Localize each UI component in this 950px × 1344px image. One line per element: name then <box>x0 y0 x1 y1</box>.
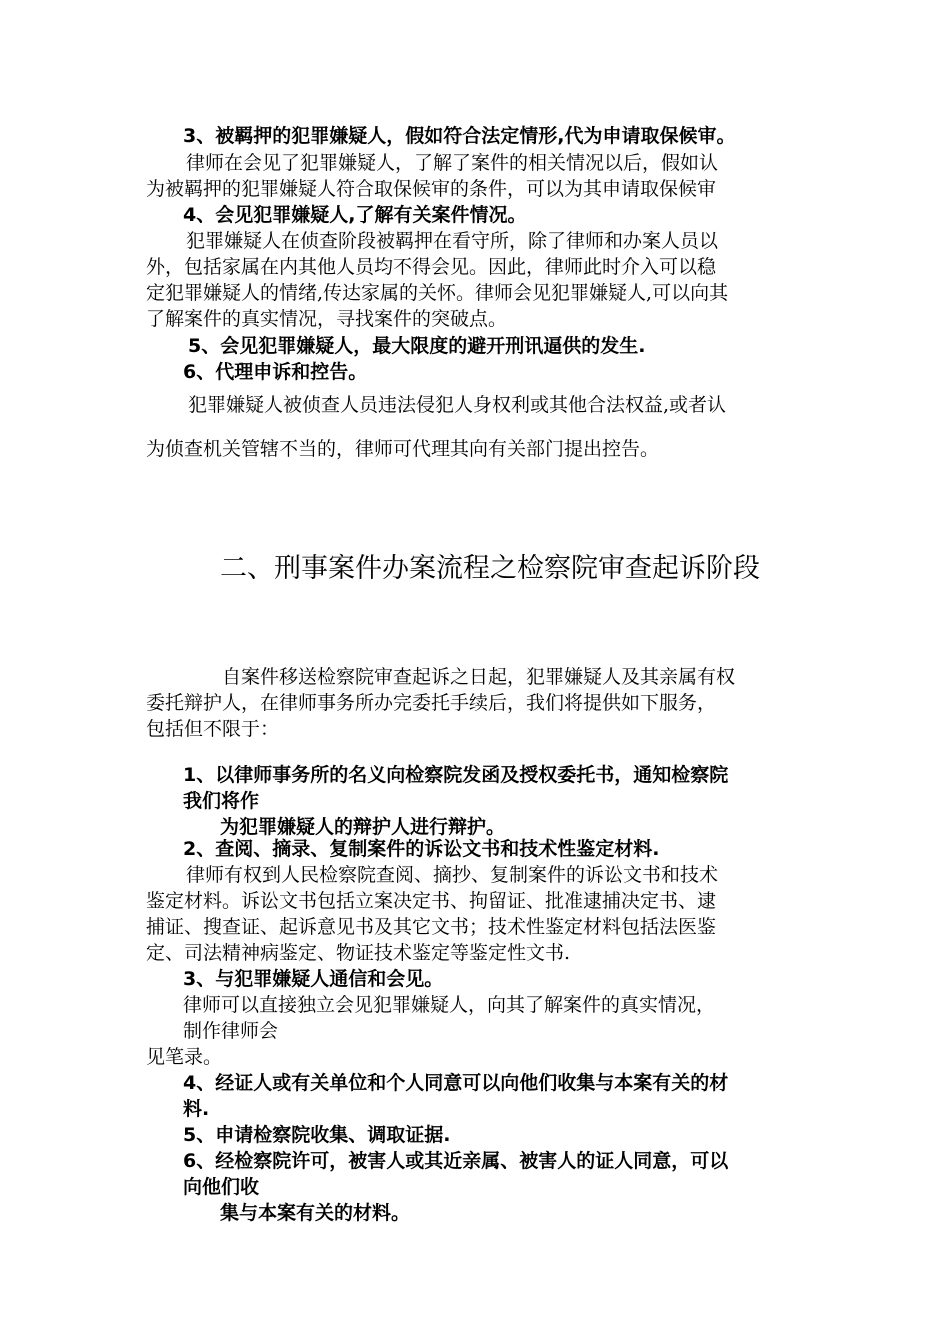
item3-heading: 3、与犯罪嫌疑人通信和会见。 <box>183 968 444 990</box>
item4-heading: 料. <box>183 1098 210 1120</box>
item2-heading: 2、查阅、摘录、复制案件的诉讼文书和技术性鉴定材料. <box>183 838 660 860</box>
intro-line: 包括但不限于： <box>146 718 280 740</box>
item1-heading: 我们将作 <box>183 790 260 812</box>
item3-heading: 3、被羁押的犯罪嫌疑人，假如符合法定情形,代为申请取保候审。 <box>183 125 736 147</box>
paragraph-line: 鉴定材料。诉讼文书包括立案决定书、拘留证、批准逮捕决定书、逮 <box>146 890 717 912</box>
section-title: 二、刑事案件办案流程之检察院审查起诉阶段 <box>220 553 760 584</box>
item6-heading: 6、经检察院许可，被害人或其近亲属、被害人的证人同意，可以 <box>183 1150 729 1172</box>
intro-line: 自案件移送检察院审查起诉之日起，犯罪嫌疑人及其亲属有权 <box>222 666 736 688</box>
paragraph-line: 犯罪嫌疑人被侦查人员违法侵犯人身权利或其他合法权益,或者认 <box>188 394 727 416</box>
paragraph-line: 了解案件的真实情况，寻找案件的突破点。 <box>146 308 508 330</box>
paragraph-line: 为侦查机关管辖不当的，律师可代理其向有关部门提出控告。 <box>146 438 660 460</box>
paragraph-line: 捕证、搜查证、起诉意见书及其它文书；技术性鉴定材料包括法医鉴 <box>146 916 717 938</box>
intro-line: 委托辩护人，在律师事务所办完委托手续后，我们将提供如下服务， <box>146 692 717 714</box>
item6-heading: 集与本案有关的材料。 <box>220 1202 411 1224</box>
paragraph-line: 律师在会见了犯罪嫌疑人，了解了案件的相关情况以后，假如认 <box>186 152 719 174</box>
item5-heading: 5、申请检察院收集、调取证据. <box>183 1124 451 1146</box>
paragraph-line: 见笔录。 <box>146 1046 223 1068</box>
paragraph-line: 为被羁押的犯罪嫌疑人符合取保候审的条件，可以为其申请取保候审 <box>146 178 717 200</box>
paragraph-line: 外，包括家属在内其他人员均不得会见。因此，律师此时介入可以稳 <box>146 256 717 278</box>
paragraph-line: 定犯罪嫌疑人的情绪,传达家属的关怀。律师会见犯罪嫌疑人,可以向其 <box>146 282 729 304</box>
item1-heading: 为犯罪嫌疑人的辩护人进行辩护。 <box>220 816 506 838</box>
paragraph-line: 犯罪嫌疑人在侦查阶段被羁押在看守所，除了律师和办案人员以 <box>186 230 719 252</box>
paragraph-line: 定、司法精神病鉴定、物证技术鉴定等鉴定性文书. <box>146 942 571 964</box>
item5-heading: 5、会见犯罪嫌疑人，最大限度的避开刑讯逼供的发生. <box>188 335 646 357</box>
item6-heading: 向他们收 <box>183 1176 260 1198</box>
paragraph-line: 制作律师会 <box>183 1020 279 1042</box>
paragraph-line: 律师有权到人民检察院查阅、摘抄、复制案件的诉讼文书和技术 <box>186 864 719 886</box>
item4-heading: 4、经证人或有关单位和个人同意可以向他们收集与本案有关的材 <box>183 1072 729 1094</box>
item6-heading: 6、代理申诉和控告。 <box>183 361 368 383</box>
item1-heading: 1、以律师事务所的名义向检察院发函及授权委托书，通知检察院 <box>183 764 729 786</box>
paragraph-line: 律师可以直接独立会见犯罪嫌疑人，向其了解案件的真实情况， <box>183 994 716 1016</box>
item4-heading: 4、会见犯罪嫌疑人,了解有关案件情况。 <box>183 204 527 226</box>
